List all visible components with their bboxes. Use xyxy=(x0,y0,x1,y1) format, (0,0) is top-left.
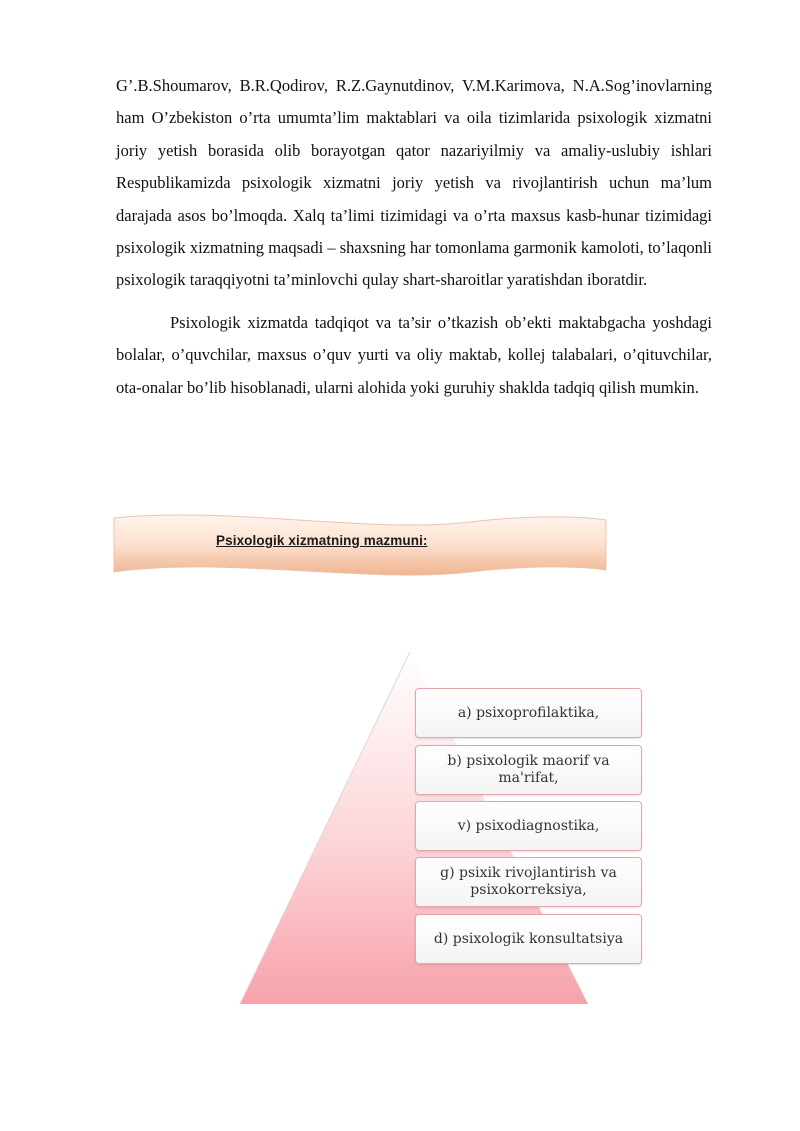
step-psixologik-maorif: b) psixologik maorif va ma'rifat, xyxy=(415,745,642,795)
step-psixodiagnostika: v) psixodiagnostika, xyxy=(415,801,642,851)
paragraph-2: Psixologik xizmatda tadqiqot va ta’sir o’tkazish ob’ekti maktabgacha yoshdagi bolalar, o’quvchilar, maxsus o’quv yurti va oliy maktab, kollej talabalari, o’qituvchilar, ota-onalar bo’lib hisoblanadi, ularni alohida yoki guruhiy shaklda tadqiq qilish mumkin. xyxy=(116,312,712,397)
document-body xyxy=(116,70,712,404)
step-psixokorreksiya: g) psixik rivojlantirish va psixokorreksiya, xyxy=(415,857,642,907)
banner-title: Psixologik xizmatning mazmuni: xyxy=(216,533,428,548)
step-konsultatsiya: d) psixologik konsultatsiya xyxy=(415,914,642,964)
step-psixoprofilaktika: a) psixoprofilaktika, xyxy=(415,688,642,738)
section-banner xyxy=(110,512,610,578)
paragraph-1: G’.B.Shoumarov, B.R.Qodirov, R.Z.Gaynutdinov, V.M.Karimova, N.A.Sog’inovlarning ham O’zbekiston o’rta umumta’lim maktablari va oila tizimlarida psixologik xizmatni joriy yetish borasida olib borayotgan qator nazariyilmiy va amaliy-uslubiy ishlari Respublikamizda psixologik xizmatni joriy yetish va rivojlantirish uchun ma’lum darajada asos bo’lmoqda. Xalq ta’limi tizimidagi va o’rta maxsus kasb-hunar tizimidagi psixologik xizmatning maqsadi – shaxsning har tomonlama garmonik kamoloti, to’laqonli psixologik taraqqiyotni ta’minlovchi qulay shart-sharoitlar yaratishdan iboratdir. xyxy=(116,76,712,290)
